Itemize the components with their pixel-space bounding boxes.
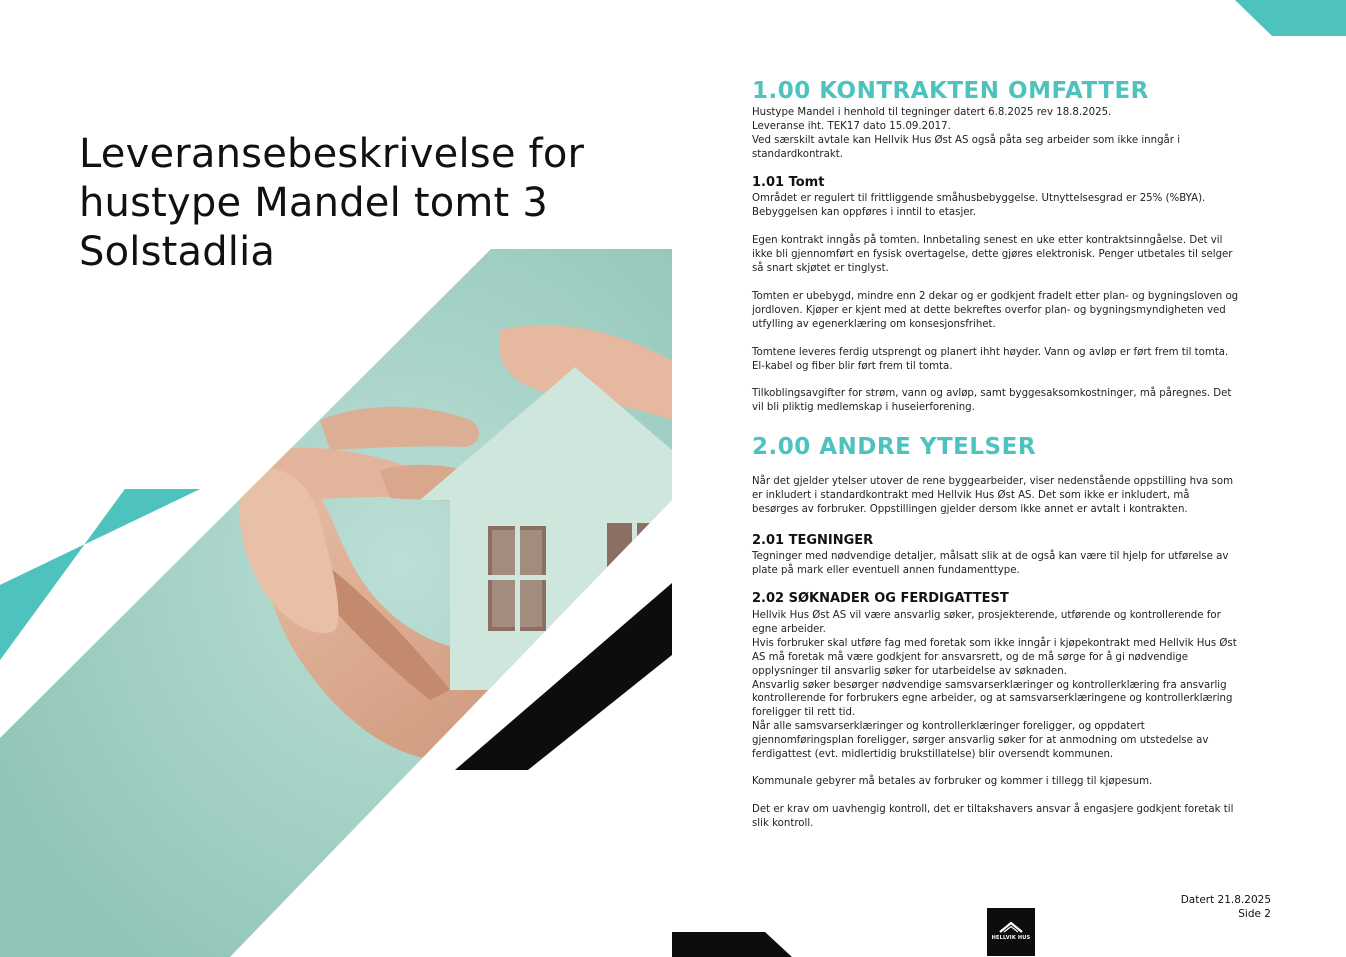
section-1-01-paragraph	[752, 290, 1274, 332]
text-line: Når alle samsvarserklæringer og kontrollerklæringer foreligger, og oppdatert	[752, 721, 1145, 733]
text-line: plate på mark eller eventuell annen fundamenttype.	[752, 564, 1020, 576]
text-line: Tomtene leveres ferdig utsprengt og planert ihht høyder. Vann og avløp er ført frem til tomta.	[752, 347, 1229, 358]
text-line: Ved særskilt avtale kan Hellvik Hus Øst AS også påta seg arbeider som ikke inngår i	[752, 134, 1181, 146]
cover-title	[79, 130, 639, 277]
text-line: opplysninger til ansvarlig søker for utarbeidelse av søknaden.	[752, 665, 1067, 677]
text-line: vil bli pliktig medlemskap i huseierforening.	[752, 401, 975, 413]
text-line: Tomten er ubebygd, mindre enn 2 dekar og er godkjent fradelt etter plan- og bygningsloven og	[752, 291, 1239, 302]
text-line: Ansvarlig søker besørger nødvendige samsvarserklæringer og kontrollerklæring fra ansvarlig	[752, 679, 1227, 691]
text-line: Kommunale gebyrer må betales av forbruker og kommer i tillegg til kjøpesum.	[752, 776, 1153, 787]
text-line: egne arbeider.	[752, 623, 826, 635]
text-line: Området er regulert til frittliggende småhusbebyggelse. Utnyttelsesgrad er 25% (%BYA).	[752, 193, 1206, 204]
hands-house-photo	[0, 240, 672, 957]
logo-wordmark: HELLVIK HUS	[991, 935, 1031, 941]
text-line: utfylling av egenerklæring om konsesjonsfrihet.	[752, 318, 996, 330]
text-line: ferdigattest (evt. midlertidig brukstillatelse) blir oversendt kommunen.	[752, 749, 1114, 761]
section-heading-1-00: 1.00 KONTRAKTEN OMFATTER	[752, 78, 1149, 104]
text-line: Det er krav om uavhengig kontroll, det er tiltakshavers ansvar å engasjere godkjent foretak til	[752, 804, 1234, 815]
text-line: Når det gjelder ytelser utover de rene byggearbeider, viser nedenstående oppstilling hva som	[752, 476, 1234, 487]
text-line: besørges av forbruker. Oppstillingen gjelder dersom ikke annet er avtalt i kontrakten.	[752, 503, 1188, 515]
teal-corner-accent	[1235, 0, 1346, 36]
section-2-02-body	[752, 609, 1274, 762]
text-line: Egen kontrakt inngås på tomten. Innbetaling senest en uke etter kontraktsinngåelse. Det vil	[752, 235, 1223, 246]
section-2-02-paragraph	[752, 775, 1274, 789]
text-line: Hellvik Hus Øst AS vil være ansvarlig søker, prosjekterende, utførende og kontrollerende for	[752, 610, 1221, 621]
section-2-02-paragraph	[752, 803, 1274, 831]
page-footer	[1181, 893, 1271, 921]
text-line: AS må foretak må være godkjent for ansvarsrett, og de må sørge for å gi nødvendige	[752, 651, 1189, 663]
section-heading-2-01: 2.01 TEGNINGER	[752, 533, 874, 548]
text-line: er inkludert i standardkontrakt med Hellvik Hus Øst AS. Det som ikke er inkludert, må	[752, 489, 1190, 501]
cover-title-line: Leveransebeskrivelse for	[79, 131, 585, 177]
text-line: jordloven. Kjøper er kjent med at dette bekreftes overfor plan- og bygningsmyndigheten ved	[752, 304, 1226, 316]
section-2-01-body	[752, 550, 1274, 578]
section-1-01-paragraph	[752, 387, 1274, 415]
section-2-00-intro	[752, 475, 1274, 517]
section-1-00-intro	[752, 106, 1274, 162]
text-line: foreligger til rett tid.	[752, 707, 856, 719]
text-line: standardkontrakt.	[752, 148, 843, 160]
section-1-01-paragraph	[752, 192, 1274, 220]
text-line: Hustype Mandel i henhold til tegninger datert 6.8.2025 rev 18.8.2025.	[752, 107, 1112, 118]
text-line: Tegninger med nødvendige detaljer, målsatt slik at de også kan være til hjelp for utførelse av	[752, 551, 1229, 562]
text-line: Tilkoblingsavgifter for strøm, vann og avløp, samt byggesaksomkostninger, må påregnes. Det	[752, 388, 1232, 399]
text-line: gjennomføringsplan foreligger, sørger ansvarlig søker for at anmodning om utstedelse av	[752, 735, 1209, 747]
text-line: ikke bli gjennomført en fysisk overtagelse, dette gjøres elektronisk. Penger utbetales til selger	[752, 248, 1233, 260]
text-line: Bebyggelsen kan oppføres i inntil to etasjer.	[752, 206, 977, 218]
black-corner-accent	[672, 932, 792, 957]
section-heading-2-00: 2.00 ANDRE YTELSER	[752, 434, 1037, 460]
section-1-01-paragraph	[752, 234, 1274, 276]
footer-date: Datert 21.8.2025	[1180, 894, 1271, 906]
text-line: slik kontroll.	[752, 817, 814, 829]
cover-page	[0, 0, 672, 957]
section-heading-1-01: 1.01 Tomt	[752, 175, 825, 190]
footer-page-number: Side 2	[1238, 908, 1271, 920]
content-page	[672, 0, 1346, 957]
text-line: Leveranse iht. TEK17 dato 15.09.2017.	[752, 120, 951, 132]
house-roof-logo-icon	[987, 908, 1035, 956]
cover-title-line: hustype Mandel tomt 3	[79, 180, 548, 226]
text-line: kontrollerende for forbrukers egne arbeider, og at samsvarserklæringene og kontrollerklæring	[752, 693, 1233, 705]
text-line: Hvis forbruker skal utføre fag med foretak som ikke inngår i kjøpekontrakt med Hellvik Hus Øst	[752, 637, 1237, 649]
text-line: så snart skjøtet er tinglyst.	[752, 262, 889, 274]
section-1-01-paragraph	[752, 346, 1274, 374]
cover-title-line: Solstadlia	[79, 229, 276, 275]
section-heading-2-02: 2.02 SØKNADER OG FERDIGATTEST	[752, 591, 1009, 606]
text-line: El-kabel og fiber blir ført frem til tomta.	[752, 360, 953, 372]
company-logo	[987, 908, 1035, 956]
